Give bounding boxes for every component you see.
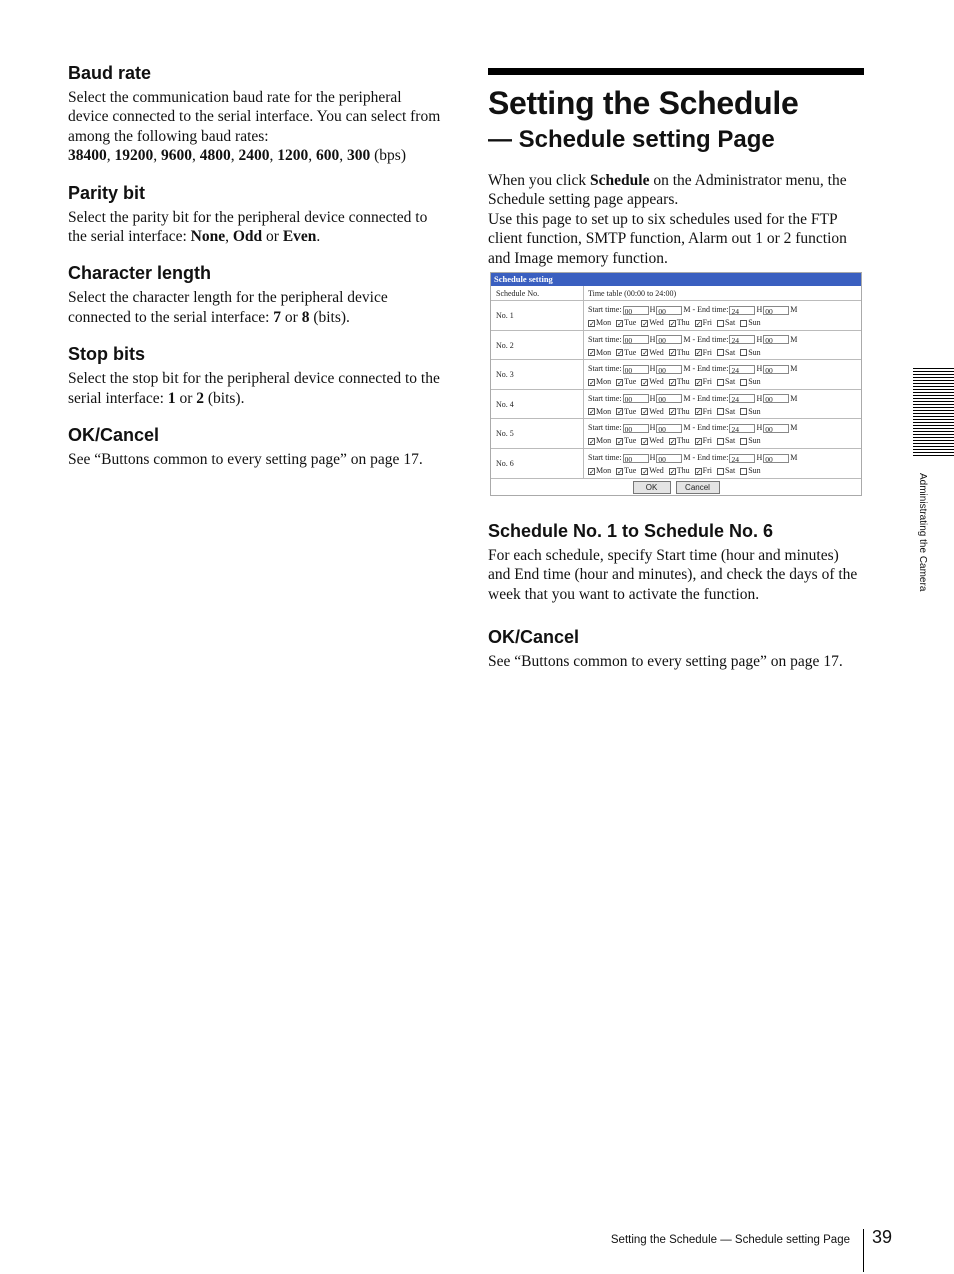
day-checkbox[interactable] — [717, 379, 724, 386]
day-option — [740, 435, 760, 446]
day-option — [669, 317, 690, 328]
time-line: Start time: 00 H 00 M - End time: 24 H 00 M — [588, 423, 798, 435]
day-label: Fri — [702, 436, 712, 446]
day-option — [641, 317, 663, 328]
day-label: Wed — [649, 377, 664, 387]
baud-rate-heading: Baud rate — [68, 63, 152, 83]
day-checkbox[interactable]: ✓ — [617, 467, 623, 476]
time-table-column: Time table (00:00 to 24:00) — [588, 289, 677, 298]
day-checkbox[interactable] — [740, 379, 747, 386]
start-minute-input[interactable]: 00 — [656, 454, 682, 463]
time-line: Start time: 00 H 00 M - End time: 24 H 00 M — [588, 452, 798, 464]
day-option — [588, 347, 611, 358]
day-option — [695, 465, 712, 476]
baud-rate-value: 600 — [316, 147, 340, 165]
day-label: Sun — [748, 347, 761, 357]
running-footer: Setting the Schedule — Schedule setting Page — [610, 1234, 850, 1246]
end-hour-input[interactable]: 24 — [729, 454, 755, 463]
start-minute-input[interactable]: 00 — [656, 365, 682, 374]
schedule-row — [491, 301, 861, 331]
end-hour-input[interactable]: 24 — [729, 365, 755, 374]
end-hour-input[interactable]: 24 — [729, 394, 755, 403]
day-checkbox[interactable]: ✓ — [642, 467, 649, 476]
day-label: Wed — [649, 465, 664, 475]
stopbits-option: 2 — [196, 389, 204, 407]
stop-bits-section — [68, 343, 444, 408]
day-checkbox[interactable]: ✓ — [642, 438, 649, 447]
day-option — [740, 406, 760, 417]
day-label: Thu — [676, 436, 690, 446]
end-minute-input[interactable]: 00 — [763, 394, 789, 403]
day-label: Sat — [724, 377, 736, 387]
baud-rate-text: Select the communication baud rate for the peripheral device connected to the serial interface. You can select from among the following baud rates: 38400, 19200, 9600, 4800, 2400, 1200, 600, 300 (bps) — [68, 89, 441, 165]
day-label: Wed — [649, 318, 664, 327]
baud-rate-value: 4800 — [199, 147, 231, 165]
character-length-text: Select the character length for the peripheral device connected to the serial interface: 7 or 8 (bits). — [68, 289, 388, 326]
day-checkbox[interactable]: ✓ — [589, 408, 595, 417]
start-hour-input[interactable]: 00 — [623, 335, 649, 344]
day-checkbox[interactable] — [740, 468, 747, 475]
day-label: Sat — [724, 465, 736, 475]
schedule-time-cell — [585, 360, 861, 389]
day-label: Sun — [748, 318, 761, 327]
day-checkbox[interactable]: ✓ — [695, 378, 702, 387]
day-label: Mon — [596, 465, 612, 475]
day-option — [717, 376, 735, 387]
end-hour-input[interactable]: 24 — [729, 306, 755, 315]
day-label: Mon — [596, 318, 612, 327]
day-option — [588, 376, 611, 387]
schedule-time-cell — [585, 390, 861, 419]
day-checkbox[interactable]: ✓ — [642, 349, 649, 358]
day-checkbox[interactable]: ✓ — [589, 378, 595, 387]
day-checkbox[interactable]: ✓ — [669, 378, 676, 387]
day-checkbox[interactable] — [717, 349, 724, 356]
end-hour-input[interactable]: 24 — [729, 424, 755, 433]
left-column — [68, 62, 444, 485]
stop-bits-heading: Stop bits — [68, 344, 145, 365]
end-minute-input[interactable]: 00 — [763, 365, 789, 374]
charlen-option: 7 — [273, 308, 282, 326]
day-label: Wed — [649, 436, 664, 446]
schedule-row — [491, 449, 861, 479]
day-option — [717, 347, 735, 358]
day-checkbox[interactable]: ✓ — [695, 319, 702, 328]
day-checkbox[interactable]: ✓ — [695, 408, 702, 417]
day-label: Tue — [624, 377, 637, 387]
ok-cancel-heading-right: OK/Cancel — [488, 627, 580, 648]
day-option — [740, 465, 760, 476]
stopbits-option: 1 — [167, 389, 176, 407]
day-checkbox[interactable]: ✓ — [617, 408, 623, 417]
end-minute-input[interactable]: 00 — [763, 306, 789, 315]
day-option — [588, 465, 611, 476]
day-checkbox[interactable]: ✓ — [589, 319, 595, 328]
schedule-time-cell — [585, 449, 861, 478]
parity-option: Odd — [232, 228, 263, 246]
schedule-no-heading: Schedule No. 1 to Schedule No. 6 — [488, 521, 774, 541]
schedule-number: No. 6 — [491, 449, 584, 478]
schedule-row — [491, 390, 861, 420]
day-label: Fri — [702, 377, 712, 387]
ok-cancel-text: See “Buttons common to every setting page” on page 17. — [68, 451, 423, 469]
ok-cancel-section-left — [68, 424, 444, 469]
footer-divider — [863, 1229, 864, 1272]
start-minute-input[interactable]: 00 — [656, 424, 682, 433]
parity-option: Even — [282, 228, 317, 246]
day-option — [669, 406, 690, 417]
day-checkbox[interactable]: ✓ — [695, 349, 702, 358]
day-label: Wed — [649, 347, 664, 357]
baud-rate-value: 1200 — [277, 147, 309, 165]
day-option — [641, 435, 663, 446]
schedule-table-header — [491, 286, 861, 301]
day-checkbox[interactable]: ✓ — [589, 349, 595, 358]
day-option — [616, 376, 636, 387]
schedule-row — [491, 360, 861, 390]
baud-rate-value: 2400 — [238, 147, 270, 165]
parity-bit-text: Select the parity bit for the peripheral device connected to the serial interface: None, Odd or Even. — [68, 208, 428, 246]
day-checkbox[interactable]: ✓ — [642, 319, 649, 328]
side-label: Administrating the Camera — [917, 473, 928, 592]
schedule-time-cell — [585, 419, 861, 448]
character-length-section — [68, 262, 444, 327]
time-line: Start time: 00 H 00 M - End time: 24 H 00 M — [588, 364, 798, 375]
day-option — [588, 317, 611, 328]
schedule-row — [491, 331, 861, 361]
day-label: Tue — [624, 406, 637, 416]
day-option — [695, 347, 712, 358]
baud-rate-unit: (bps) — [374, 147, 406, 165]
ok-cancel-section-right — [488, 626, 864, 671]
intro-text-2: Use this page to set up to six schedules used for the FTP client function, SMTP function, Alarm out 1 or 2 function and Image memory function. — [488, 210, 847, 267]
day-option — [740, 347, 760, 358]
start-hour-input[interactable]: 00 — [623, 306, 649, 315]
day-label: Sun — [748, 465, 761, 475]
day-checkbox[interactable] — [740, 438, 747, 445]
parity-bit-section — [68, 182, 444, 247]
day-label: Fri — [702, 347, 712, 357]
schedule-no-column: Schedule No. — [491, 286, 584, 300]
side-tab-marker — [913, 368, 954, 458]
day-checkbox[interactable] — [717, 468, 724, 475]
days-line — [588, 347, 766, 358]
start-minute-input[interactable]: 00 — [656, 394, 682, 403]
schedule-number: No. 1 — [491, 301, 584, 330]
schedule-time-cell — [585, 331, 861, 360]
day-checkbox[interactable] — [740, 408, 747, 415]
day-option — [669, 465, 690, 476]
day-label: Thu — [676, 347, 690, 357]
start-minute-input[interactable]: 00 — [656, 335, 682, 344]
day-option — [717, 465, 735, 476]
baud-rate-value: 300 — [347, 147, 371, 165]
day-checkbox[interactable]: ✓ — [642, 378, 649, 387]
title-rule — [488, 68, 864, 75]
end-minute-input[interactable]: 00 — [763, 335, 789, 344]
baud-rate-value: 38400 — [68, 147, 107, 165]
day-checkbox[interactable]: ✓ — [669, 408, 676, 417]
days-line — [588, 317, 766, 328]
schedule-setting-header: Schedule setting — [491, 273, 861, 286]
day-option — [588, 406, 611, 417]
day-option — [616, 347, 636, 358]
day-option — [641, 347, 663, 358]
day-checkbox[interactable]: ✓ — [669, 349, 676, 358]
day-label: Mon — [596, 406, 612, 416]
schedule-number: No. 3 — [491, 360, 584, 389]
ok-button[interactable]: OK — [633, 481, 671, 494]
day-checkbox[interactable] — [717, 438, 724, 445]
day-label: Thu — [676, 377, 690, 387]
day-option — [695, 435, 712, 446]
day-option — [616, 406, 636, 417]
day-option — [717, 406, 735, 417]
day-option — [588, 435, 611, 446]
day-label: Tue — [624, 465, 637, 475]
day-label: Tue — [624, 318, 637, 327]
schedule-buttons — [491, 478, 861, 495]
end-minute-input[interactable]: 00 — [763, 454, 789, 463]
stop-bits-text: Select the stop bit for the peripheral device connected to the serial interface: 1 or 2 (bits). — [68, 370, 440, 407]
day-label: Sun — [748, 377, 761, 387]
day-label: Wed — [649, 406, 664, 416]
schedule-no-section — [488, 520, 864, 604]
day-label: Mon — [596, 347, 612, 357]
day-label: Tue — [624, 436, 637, 446]
day-option — [740, 376, 760, 387]
day-checkbox[interactable] — [740, 349, 747, 356]
day-label: Mon — [596, 377, 612, 387]
day-checkbox[interactable]: ✓ — [617, 438, 623, 447]
days-line — [588, 406, 766, 417]
days-line — [588, 376, 766, 387]
day-checkbox[interactable] — [717, 320, 724, 327]
page-subtitle: — Schedule setting Page — [488, 126, 775, 153]
schedule-no-text: For each schedule, specify Start time (hour and minutes) and End time (hour and minutes), and check the days of the week that you want to activate the function. — [488, 547, 858, 603]
day-label: Sun — [748, 436, 761, 446]
schedule-row — [491, 419, 861, 449]
time-line: Start time: 00 H 00 M - End time: 24 H 00 M — [588, 305, 798, 316]
day-label: Fri — [702, 465, 712, 475]
day-option — [616, 435, 636, 446]
baud-rate-section — [68, 62, 444, 166]
day-checkbox[interactable] — [717, 408, 724, 415]
day-option — [669, 347, 690, 358]
end-minute-input[interactable]: 00 — [763, 424, 789, 433]
day-checkbox[interactable]: ✓ — [589, 467, 595, 476]
cancel-button[interactable]: Cancel — [676, 481, 720, 494]
baud-rate-value: 19200 — [114, 147, 154, 165]
schedule-time-cell — [585, 301, 861, 330]
parity-bit-heading: Parity bit — [68, 182, 146, 203]
day-label: Sat — [724, 406, 736, 416]
day-checkbox[interactable]: ✓ — [617, 378, 623, 387]
day-checkbox[interactable]: ✓ — [617, 349, 623, 358]
day-label: Fri — [702, 406, 712, 416]
start-hour-input[interactable]: 00 — [623, 424, 649, 433]
day-checkbox[interactable]: ✓ — [669, 319, 676, 328]
intro-text: When you click Schedule on the Administrator menu, the Schedule setting page appears. — [488, 172, 847, 209]
charlen-option: 8 — [301, 308, 310, 326]
start-minute-input[interactable]: 00 — [656, 306, 682, 315]
start-hour-input[interactable]: 00 — [623, 365, 649, 374]
start-hour-input[interactable]: 00 — [623, 394, 649, 403]
day-label: Fri — [702, 318, 712, 327]
day-option — [695, 317, 712, 328]
page-title: Setting the Schedule — [488, 85, 799, 121]
day-checkbox[interactable] — [740, 320, 747, 327]
day-label: Thu — [676, 465, 690, 475]
day-label: Sat — [724, 318, 736, 327]
day-label: Thu — [676, 318, 690, 327]
ok-cancel-text-right: See “Buttons common to every setting page” on page 17. — [488, 653, 843, 671]
day-option — [616, 317, 636, 328]
day-option — [669, 376, 690, 387]
day-option — [740, 317, 760, 328]
day-checkbox[interactable]: ✓ — [669, 438, 676, 447]
schedule-number: No. 4 — [491, 390, 584, 419]
right-column — [488, 68, 864, 268]
day-label: Tue — [624, 347, 637, 357]
day-checkbox[interactable]: ✓ — [669, 467, 676, 476]
ok-cancel-heading: OK/Cancel — [68, 425, 160, 446]
baud-rate-value: 9600 — [161, 147, 192, 165]
day-label: Sat — [724, 436, 736, 446]
day-option — [641, 376, 663, 387]
day-label: Sat — [724, 347, 736, 357]
schedule-number: No. 2 — [491, 331, 584, 360]
schedule-number: No. 5 — [491, 419, 584, 448]
right-column-lower — [488, 520, 864, 688]
day-checkbox[interactable]: ✓ — [617, 319, 623, 328]
character-length-heading: Character length — [68, 263, 212, 284]
day-checkbox[interactable]: ✓ — [695, 467, 702, 476]
schedule-rows — [491, 301, 861, 479]
day-option — [717, 435, 735, 446]
day-option — [669, 435, 690, 446]
day-option — [695, 376, 712, 387]
start-hour-input[interactable]: 00 — [623, 454, 649, 463]
schedule-setting-screenshot — [490, 272, 862, 496]
days-line — [588, 465, 766, 476]
day-option — [695, 406, 712, 417]
day-label: Sun — [748, 406, 761, 416]
time-line: Start time: 00 H 00 M - End time: 24 H 00 M — [588, 334, 798, 346]
page-number: 39 — [872, 1227, 893, 1247]
day-option — [641, 465, 663, 476]
day-label: Thu — [676, 406, 690, 416]
day-checkbox[interactable]: ✓ — [589, 438, 595, 447]
time-line: Start time: 00 H 00 M - End time: 24 H 00 M — [588, 393, 798, 405]
days-line — [588, 435, 766, 446]
day-checkbox[interactable]: ✓ — [695, 438, 702, 447]
day-option — [717, 317, 735, 328]
day-checkbox[interactable]: ✓ — [642, 408, 649, 417]
day-option — [641, 406, 663, 417]
day-option — [616, 465, 636, 476]
parity-option: None — [190, 228, 226, 246]
end-hour-input[interactable]: 24 — [729, 335, 755, 344]
day-label: Mon — [596, 436, 612, 446]
